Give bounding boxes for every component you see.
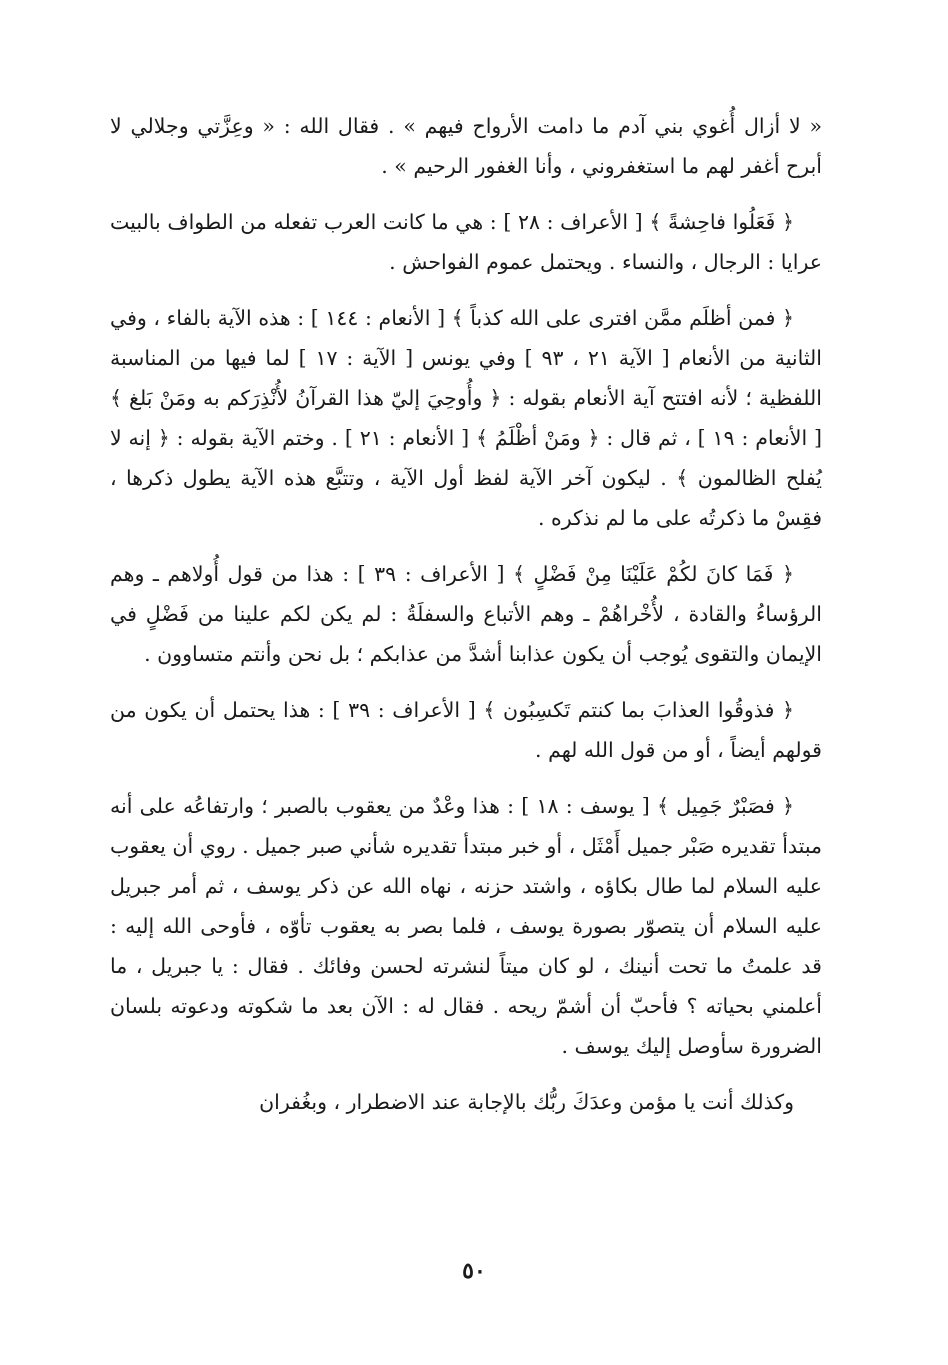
page-number: ٥٠ [462, 1258, 486, 1284]
paragraph-1: « لا أزال أُغوي بني آدم ما دامت الأرواح فيهم » . فقال الله : « وعِزَّتي وجلالي لا أبرح أغفر لهم ما استغفروني ، وأنا الغفور الرحيم » . [110, 114, 822, 178]
page-body [110, 106, 822, 1138]
paragraph-3: ﴿ فمن أظلَم ممَّن افترى على الله كذباً ﴾ [ الأنعام : ١٤٤ ] : هذه الآية بالفاء ، وفي الثانية من الأنعام [ الآية ٢١ ، ٩٣ ] وفي يونس [ الآية : ١٧ ] لما فيها من المناسبة اللفظية ؛ لأنه افتتح آية الأنعام بقوله : ﴿ وأُوحِيَ إليّ هذا القرآنُ لأُنْذِرَكم به ومَنْ بَلغ ﴾ [ الأنعام : ١٩ ] ، ثم قال : ﴿ ومَنْ أظْلَمُ ﴾ [ الأنعام : ٢١ ] . وختم الآية بقوله : ﴿ إنه لا يُفلح الظالمون ﴾ . ليكون آخر الآية لفظ أول الآية ، وتتبَّع هذه الآية يطول ذكرها ، فقِسْ ما ذكرتُه على ما لم نذكره . [110, 306, 822, 530]
paragraph-7: وكذلك أنت يا مؤمن وعدَكَ ربُّك بالإجابة عند الاضطرار ، وبغُفران [259, 1090, 794, 1114]
paragraph-5: ﴿ فذوقُوا العذابَ بما كنتم تَكسِبُون ﴾ [ الأعراف : ٣٩ ] : هذا يحتمل أن يكون من قولهم أيضاً ، أو من قول الله لهم . [110, 698, 822, 762]
paragraph-4: ﴿ فَمَا كانَ لكُمْ عَلَيْنَا مِنْ فَضْلٍ ﴾ [ الأعراف : ٣٩ ] : هذا من قول أُولاهم ـ وهم الرؤساءُ والقادة ، لأُخْراهُمْ ـ وهم الأتباع والسفلَةُ : لم يكن لكم علينا من فَضْلٍ في الإيمان والتقوى يُوجب أن يكون عذابنا أشدَّ من عذابكم ؛ بل نحن وأنتم متساوون . [110, 562, 822, 666]
paragraph-6: ﴿ فصَبْرٌ جَمِيل ﴾ [ يوسف : ١٨ ] : هذا وعْدٌ من يعقوب بالصبر ؛ وارتفاعُه على أنه مبتدأ تقديره صَبْر جميل أَمْثَل ، أو خبر مبتدأ تقديره شأني صبر جميل . روي أن يعقوب عليه السلام لما طال بكاؤه ، واشتد حزنه ، نهاه الله عن ذكر يوسف ، ثم أمر جبريل عليه السلام أن يتصوّر بصورة يوسف ، فلما بصر به يعقوب تأوّه ، فأوحى الله إليه : قد علمتُ ما تحت أنينك ، لو كان ميتاً لنشرته لحسن وفائك . فقال : يا جبريل ، ما أعلمني بحياته ؟ فأحبّ أن أشمّ ريحه . فقال له : الآن بعد ما شكوته ودعوته بلسان الضرورة سأوصل إليك يوسف . [110, 794, 822, 1058]
paragraph-2: ﴿ فَعَلُوا فاحِشةً ﴾ [ الأعراف : ٢٨ ] : هي ما كانت العرب تفعله من الطواف بالبيت عرايا : الرجال ، والنساء . ويحتمل عموم الفواحش . [110, 210, 822, 274]
